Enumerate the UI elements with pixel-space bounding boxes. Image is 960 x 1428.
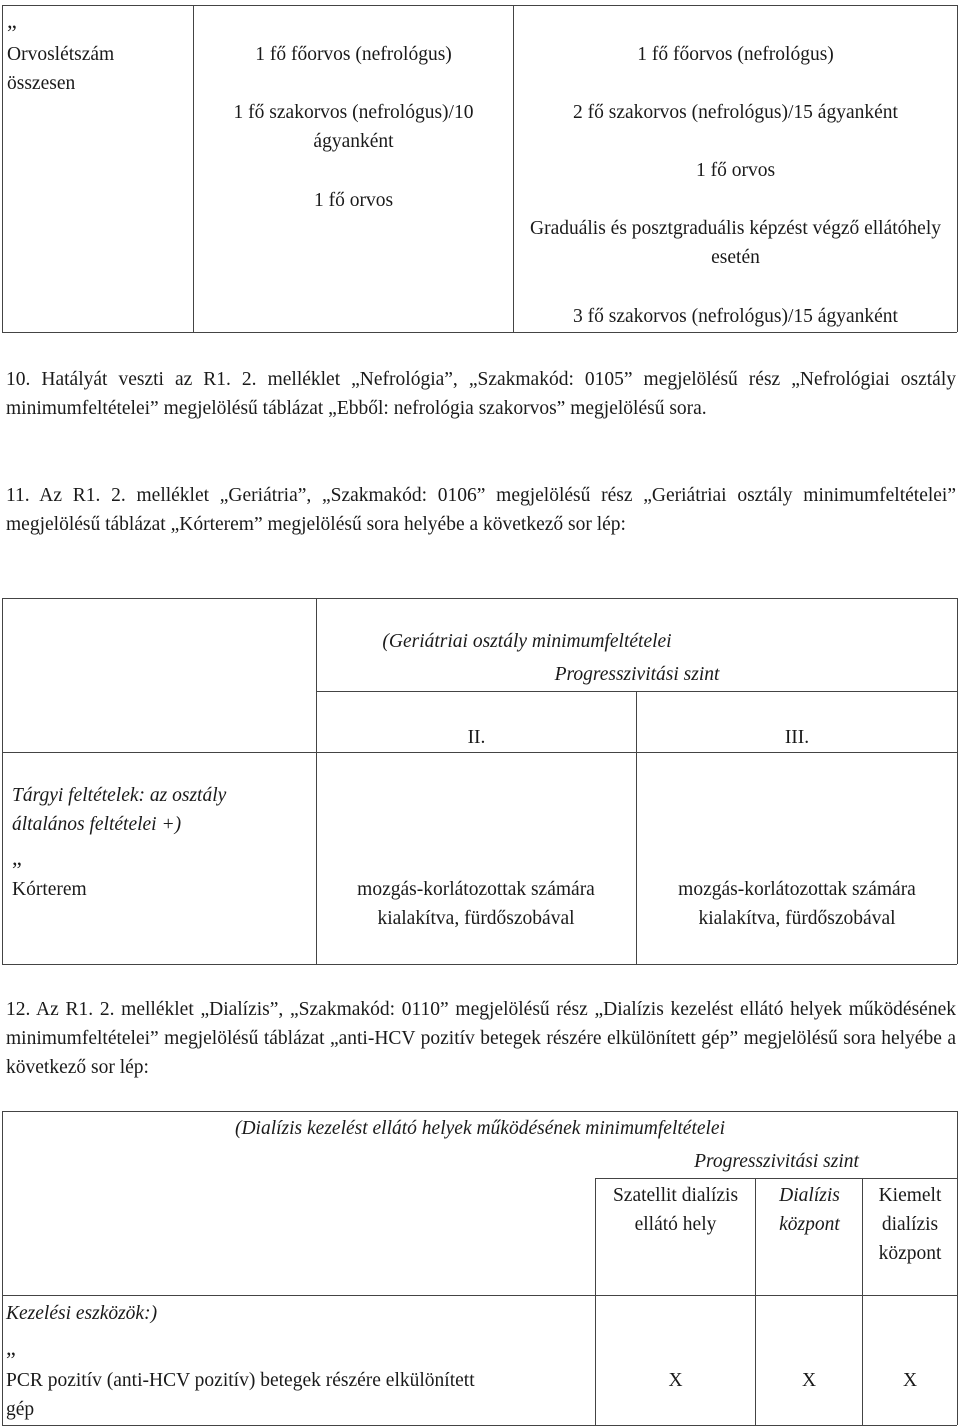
open-quote-mark: „ bbox=[6, 1335, 16, 1360]
paragraph-11: 11. Az R1. 2. melléklet „Geriátria”, „Szakmakód: 0106” megjelölésű rész „Geriátriai osztály minimumfeltételei” megjelölésű táblázat „Kórterem” megjelölésű sora helyébe a következő sor lép: bbox=[6, 485, 956, 535]
open-quote-mark: „ bbox=[12, 845, 22, 870]
table3-subtitle: Progresszivitási szint bbox=[694, 1151, 859, 1172]
table2-left-header: Tárgyi feltételek: az osztály általános feltételei +) bbox=[12, 785, 227, 835]
row-label-kórterem: Kórterem bbox=[12, 879, 87, 900]
header-szatellit: Szatellit dialízis ellátó hely bbox=[612, 1185, 739, 1235]
cell-col3-line5: 3 fő szakorvos (nefrológus)/15 ágyanként bbox=[573, 306, 898, 327]
level-ii: II. bbox=[467, 727, 486, 748]
cell-mark-szatellit: X bbox=[668, 1370, 683, 1391]
table3-title: (Dialízis kezelést ellátó helyek működésének minimumfeltételei bbox=[234, 1118, 726, 1139]
open-quote-mark: „ bbox=[7, 8, 17, 33]
cell-level-iii-kórterem: mozgás-korlátozottak számára kialakítva, fürdőszobával bbox=[678, 879, 916, 929]
paragraph-10: 10. Hatályát veszti az R1. 2. melléklet „Nefrológia”, „Szakmakód: 0105” megjelölésű rész „Nefrológiai osztály minimumfeltételei” megjelölésű táblázat „Ebből: nefrológia szakorvos” megjelölésű sora. bbox=[6, 369, 956, 419]
cell-col2-line2: 1 fő szakorvos (nefrológus)/10 ágyanként bbox=[233, 102, 474, 152]
cell-col2-line1: 1 fő főorvos (nefrológus) bbox=[255, 44, 452, 65]
header-dialízis-központ: Dialízis központ bbox=[779, 1185, 840, 1235]
header-kiemelt-label: Kiemelt dialízis központ bbox=[878, 1185, 942, 1264]
table2-subtitle: Progresszivitási szint bbox=[554, 664, 720, 685]
cell-col3-line3: 1 fő orvos bbox=[695, 160, 776, 181]
table2-title: (Geriátriai osztály minimumfeltételei bbox=[382, 631, 672, 652]
header-kiemelt bbox=[863, 1181, 957, 1268]
cell-mark-kiemelt: X bbox=[902, 1370, 918, 1391]
cell-col3-line2: 2 fő szakorvos (nefrológus)/15 ágyanként bbox=[573, 102, 898, 123]
cell-col2-line3: 1 fő orvos bbox=[313, 190, 394, 211]
cell-level-ii-kórterem: mozgás-korlátozottak számára kialakítva, fürdőszobával bbox=[357, 879, 595, 929]
cell-col3-line1: 1 fő főorvos (nefrológus) bbox=[637, 44, 834, 65]
cell-mark-központ: X bbox=[801, 1370, 817, 1391]
row-label-orvoslétszám: Orvoslétszám összesen bbox=[7, 44, 115, 94]
cell-col3-line4: Graduális és posztgraduális képzést végző ellátóhely esetén bbox=[530, 218, 941, 268]
table3-left-header: Kezelési eszközök:) bbox=[6, 1303, 158, 1324]
level-iii: III. bbox=[784, 727, 810, 748]
row-label-pcr: PCR pozitív (anti-HCV pozitív) betegek részére elkülönített gép bbox=[6, 1370, 475, 1420]
paragraph-12: 12. Az R1. 2. melléklet „Dialízis”, „Szakmakód: 0110” megjelölésű rész „Dialízis kezelést ellátó helyek működésének minimumfeltételei” megjelölésű táblázat „anti-HCV pozitív betegek részére elkülönített gép” megjelölésű sora helyébe a következő sor lép: bbox=[6, 999, 956, 1078]
